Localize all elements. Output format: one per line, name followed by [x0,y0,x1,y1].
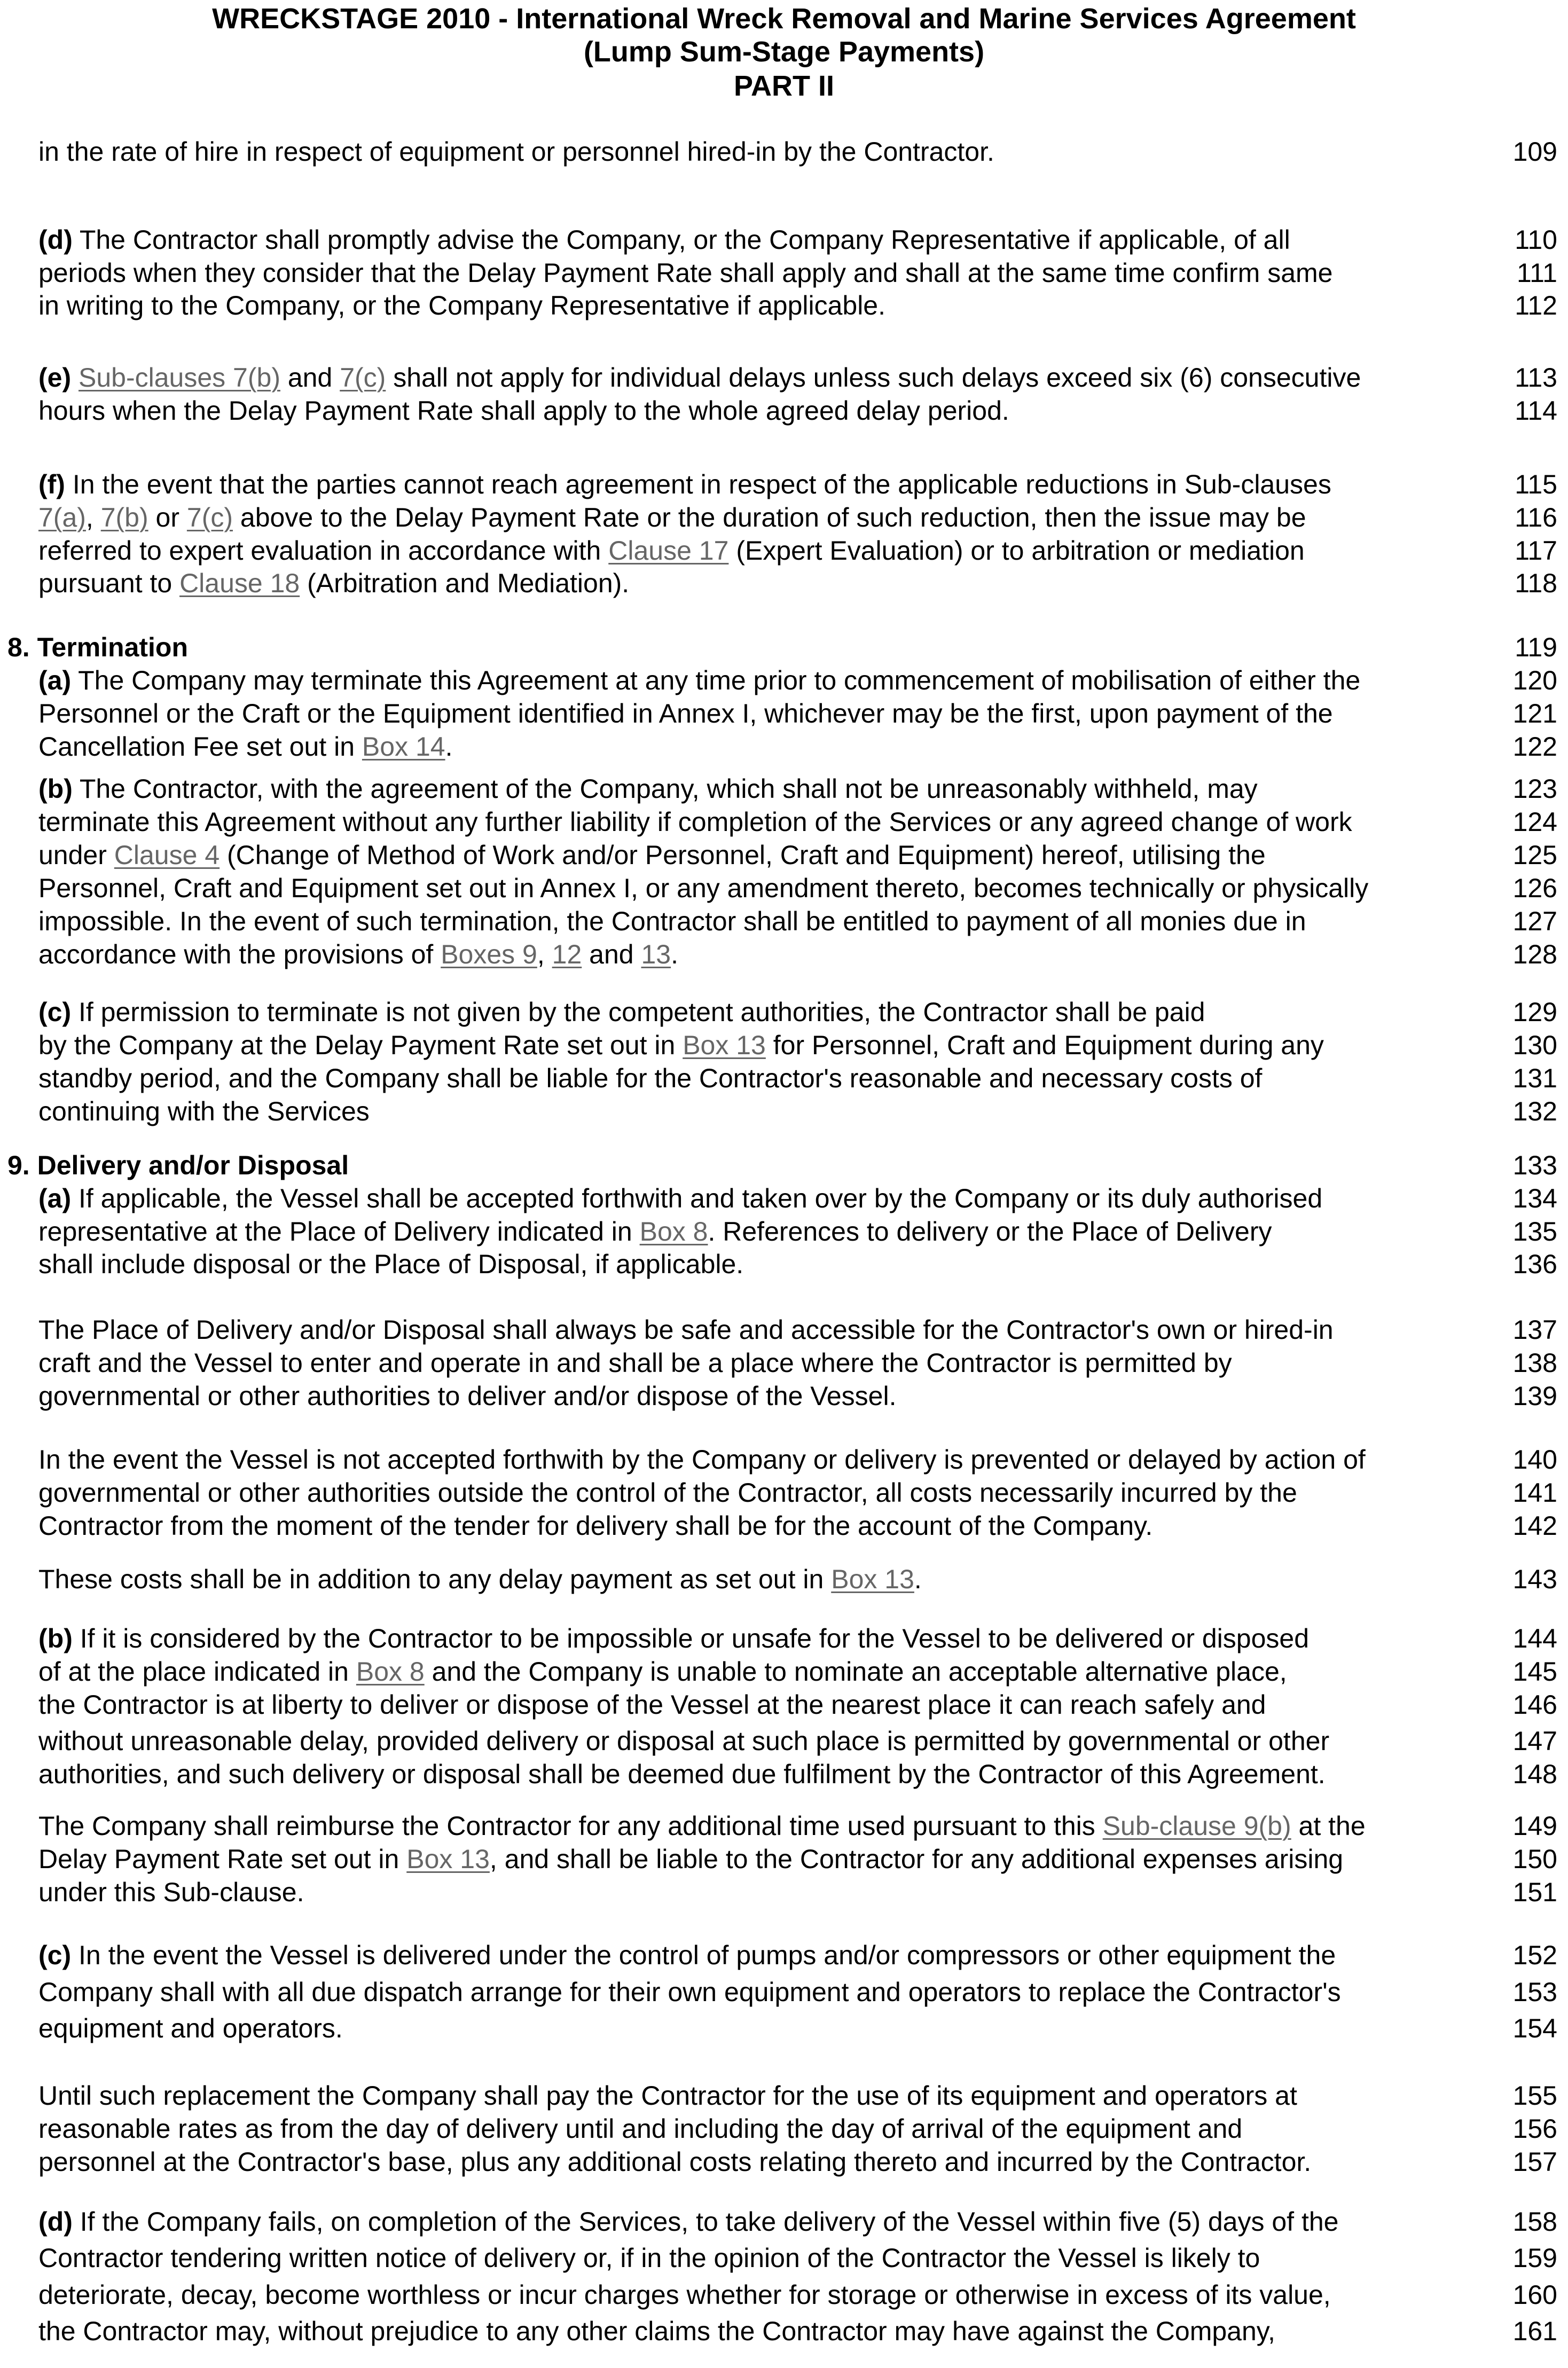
line-number: 111 [1516,258,1557,288]
line-number: 137 [1512,1315,1557,1345]
text-segment: reasonable rates as from the day of delivery until and including the day of arrival of the equipment and [38,2114,1243,2144]
text-line [38,2145,1502,2178]
text-line [38,730,1502,763]
text-segment: governmental or other authorities to deliver and/or dispose of the Vessel. [38,1381,897,1411]
line-number: 113 [1515,363,1557,393]
text-segment: . [445,732,453,762]
line-number: 147 [1512,1726,1557,1756]
cross-reference-link[interactable]: Box 13 [683,1030,766,1060]
document-title: WRECKSTAGE 2010 - International Wreck Removal and Marine Services Agreement [212,3,1356,35]
text-segment: in the rate of hire in respect of equipment or personnel hired-in by the Contractor. [38,137,994,167]
line-number: 158 [1512,2207,1557,2237]
text-line [38,1655,1502,1688]
text-segment: 9. Delivery and/or Disposal [7,1150,349,1180]
text-segment: equipment and operators. [38,2013,343,2043]
text-line [38,2205,1502,2238]
line-number: 161 [1512,2316,1557,2346]
text-line [38,2112,1502,2145]
line-number: 118 [1515,568,1557,598]
line-number: 142 [1512,1511,1557,1541]
text-segment: of at the place indicated in [38,1657,356,1687]
subclause-label: (e) [38,363,72,393]
text-segment: without unreasonable delay, provided delivery or disposal at such place is permitted by governmental or other [38,1726,1330,1756]
subclause-label: (c) [38,1940,72,1970]
text-line [38,2079,1502,2112]
line-number: 144 [1512,1624,1557,1653]
subclause-label: (d) [38,225,73,255]
text-segment: Contractor tendering written notice of delivery or, if in the opinion of the Contractor the Vessel is likely to [38,2243,1260,2273]
text-segment: under this Sub-clause. [38,1877,304,1907]
text-segment: If applicable, the Vessel shall be accepted forthwith and taken over by the Company or its duly authorised [71,1183,1323,1213]
line-number: 150 [1512,1844,1557,1874]
text-line [38,1622,1502,1655]
line-number: 131 [1512,1063,1557,1093]
text-line [38,256,1502,289]
cross-reference-link[interactable]: Boxes 9 [441,939,537,969]
text-segment: The Company may terminate this Agreement at any time prior to commencement of mobilisation of either the [71,665,1361,695]
text-line [38,289,1502,322]
text-line [38,1029,1502,1062]
text-line [38,938,1502,971]
line-number: 136 [1512,1249,1557,1279]
subclause-label: (b) [38,774,73,804]
text-line [38,1476,1502,1509]
text-line [38,501,1502,534]
text-segment: hours when the Delay Payment Rate shall apply to the whole agreed delay period. [38,396,1009,426]
text-segment: the Contractor may, without prejudice to any other claims the Contractor may have against the Company, [38,2316,1275,2346]
line-number: 141 [1512,1478,1557,1508]
subclause-label: (f) [38,469,65,499]
text-line [38,534,1502,567]
line-number: 109 [1512,137,1557,167]
text-segment: . References to delivery or the Place of Delivery [708,1217,1272,1246]
text-line [38,1443,1502,1476]
text-segment: The Company shall reimburse the Contractor for any additional time used pursuant to this [38,1811,1103,1841]
text-segment: accordance with the provisions of [38,939,441,969]
line-number: 159 [1512,2243,1557,2273]
line-number: 132 [1512,1096,1557,1126]
text-line [38,1724,1502,1758]
text-line [38,2241,1502,2275]
line-number: 114 [1515,396,1557,426]
text-line [38,1346,1502,1379]
text-line [38,2278,1502,2311]
line-number: 133 [1512,1150,1557,1180]
text-segment: representative at the Place of Delivery indicated in [38,1217,640,1246]
line-number: 130 [1512,1030,1557,1060]
cross-reference-link[interactable]: 7(b) [100,503,148,532]
cross-reference-link[interactable]: Box 13 [831,1564,914,1594]
text-segment: If it is considered by the Contractor to be impossible or unsafe for the Vessel to be delivered or disposed [72,1624,1310,1653]
text-segment: or [148,503,187,532]
line-number: 119 [1515,632,1557,662]
text-segment [71,363,79,393]
line-number: 155 [1512,2081,1557,2111]
text-segment: shall not apply for individual delays unless such delays exceed six (6) consecutive [386,363,1361,393]
text-segment: personnel at the Contractor's base, plus any additional costs relating thereto and incurred by the Contractor. [38,2147,1312,2177]
text-line [38,1688,1502,1721]
text-line [38,772,1502,805]
text-segment: Personnel, Craft and Equipment set out in Annex I, or any amendment thereto, becomes technically or physically [38,873,1369,903]
text-segment: and the Company is unable to nominate an acceptable alternative place, [424,1657,1287,1687]
text-line [38,1809,1502,1842]
line-number: 135 [1512,1217,1557,1246]
text-line [38,1313,1502,1346]
text-line [38,1563,1502,1596]
text-line [38,995,1502,1029]
text-line [38,361,1502,394]
line-number: 122 [1512,732,1557,762]
line-number: 125 [1512,840,1557,870]
cross-reference-link[interactable]: Box 8 [356,1657,425,1687]
line-number: 146 [1512,1690,1557,1720]
text-segment: In the event that the parties cannot reach agreement in respect of the applicable reductions in Sub-clauses [65,469,1331,499]
text-line [38,1182,1502,1215]
text-segment: If the Company fails, on completion of the Services, to take delivery of the Vessel within five (5) days of the [72,2207,1339,2237]
document-part: PART II [734,70,834,102]
cross-reference-link[interactable]: Clause 4 [114,840,220,870]
section-heading [7,631,1471,664]
text-line [38,1939,1502,1972]
text-segment: If permission to terminate is not given by the competent authorities, the Contractor shall be paid [71,997,1205,1027]
text-segment: Cancellation Fee set out in [38,732,362,762]
text-segment: These costs shall be in addition to any delay payment as set out in [38,1564,832,1594]
section-heading [7,1149,1471,1182]
text-line [38,2315,1502,2348]
cross-reference-link[interactable]: 12 [552,939,582,969]
text-line [38,567,1502,600]
cross-reference-link[interactable]: Box 14 [362,732,445,762]
text-line [38,2012,1502,2045]
line-number: 134 [1512,1183,1557,1213]
text-segment: in writing to the Company, or the Company Representative if applicable. [38,291,886,320]
cross-reference-link[interactable]: 7(c) [340,363,386,393]
text-segment: shall include disposal or the Place of Disposal, if applicable. [38,1249,744,1279]
cross-reference-link[interactable]: Clause 18 [179,568,300,598]
text-segment: In the event the Vessel is delivered under the control of pumps and/or compressors or other equipment the [71,1940,1336,1970]
text-segment: (Expert Evaluation) or to arbitration or mediation [728,536,1305,566]
text-segment: Delay Payment Rate set out in [38,1844,407,1874]
text-segment: terminate this Agreement without any further liability if completion of the Services or any agreed change of work [38,807,1352,837]
line-number: 145 [1512,1657,1557,1687]
text-segment: Company shall with all due dispatch arrange for their own equipment and operators to replace the Contractor's [38,1977,1341,2007]
document-subtitle: (Lump Sum-Stage Payments) [583,36,985,68]
text-segment: Until such replacement the Company shall pay the Contractor for the use of its equipment and operators at [38,2081,1297,2111]
text-line [38,1876,1502,1909]
text-segment: for Personnel, Craft and Equipment during any [765,1030,1324,1060]
text-line [38,872,1502,905]
text-line [38,1248,1502,1281]
text-segment: and [280,363,340,393]
text-segment: and [582,939,641,969]
text-segment: periods when they consider that the Delay Payment Rate shall apply and shall at the same time confirm same [38,258,1333,288]
text-segment: at the [1291,1811,1366,1841]
text-line [38,468,1502,501]
text-line [38,905,1502,938]
text-segment: referred to expert evaluation in accordance with [38,536,609,566]
text-segment: The Place of Delivery and/or Disposal shall always be safe and accessible for the Contractor's own or hired-in [38,1315,1334,1345]
cross-reference-link[interactable]: Clause 17 [608,536,729,566]
text-segment: The Contractor shall promptly advise the Company, or the Company Representative if applicable, of all [72,225,1290,255]
text-line [38,1842,1502,1876]
text-segment: , [85,503,101,532]
line-number: 110 [1515,225,1557,255]
subclause-label: (c) [38,997,72,1027]
text-segment: deteriorate, decay, become worthless or incur charges whether for storage or otherwise in excess of its value, [38,2280,1331,2310]
text-segment: (Arbitration and Mediation). [300,568,630,598]
line-number: 156 [1512,2114,1557,2144]
cross-reference-link[interactable]: 7(c) [186,503,233,532]
line-number: 139 [1512,1381,1557,1411]
text-segment: In the event the Vessel is not accepted forthwith by the Company or delivery is prevented or delayed by action of [38,1445,1366,1475]
text-segment: the Contractor is at liberty to deliver or dispose of the Vessel at the nearest place it can reach safely and [38,1690,1266,1720]
text-segment: (Change of Method of Work and/or Personnel, Craft and Equipment) hereof, utilising the [219,840,1266,870]
line-number: 160 [1512,2280,1557,2310]
text-line [38,1379,1502,1413]
text-segment: governmental or other authorities outside the control of the Contractor, all costs necessarily incurred by the [38,1478,1297,1508]
cross-reference-link[interactable]: 13 [641,939,671,969]
text-segment: pursuant to [38,568,180,598]
text-line [38,664,1502,697]
line-number: 143 [1512,1564,1557,1594]
subclause-label: (d) [38,2207,73,2237]
text-segment: impossible. In the event of such termination, the Contractor shall be entitled to payment of all monies due in [38,906,1306,936]
line-number: 121 [1512,699,1557,728]
line-number: 149 [1512,1811,1557,1841]
text-segment: The Contractor, with the agreement of the Company, which shall not be unreasonably withheld, may [72,774,1258,804]
text-line [38,1509,1502,1542]
line-number: 123 [1512,774,1557,804]
line-number: 140 [1512,1445,1557,1475]
text-line [38,135,1502,168]
line-number: 151 [1512,1877,1557,1907]
text-line [38,1975,1502,2009]
text-segment: , and shall be liable to the Contractor for any additional expenses arising [489,1844,1344,1874]
text-segment: craft and the Vessel to enter and operate in and shall be a place where the Contractor is permitted by [38,1348,1232,1378]
text-segment: authorities, and such delivery or disposal shall be deemed due fulfilment by the Contractor of this Agreement. [38,1759,1326,1789]
text-line [38,838,1502,872]
line-number: 128 [1512,939,1557,969]
text-line [38,223,1502,256]
text-segment: above to the Delay Payment Rate or the duration of such reduction, then the issue may be [233,503,1306,532]
cross-reference-link[interactable]: Box 8 [639,1217,708,1246]
text-segment: . [914,1564,922,1594]
text-segment: 8. Termination [7,632,189,662]
text-segment: by the Company at the Delay Payment Rate set out in [38,1030,683,1060]
text-line [38,1758,1502,1791]
text-segment: , [537,939,552,969]
text-segment: Contractor from the moment of the tender for delivery shall be for the account of the Company. [38,1511,1153,1541]
line-number: 148 [1512,1759,1557,1789]
cross-reference-link[interactable]: Sub-clause 9(b) [1102,1811,1291,1841]
text-line [38,1095,1502,1128]
text-segment: . [671,939,679,969]
cross-reference-link[interactable]: Box 13 [406,1844,490,1874]
line-number: 115 [1515,469,1557,499]
subclause-label: (a) [38,1183,72,1213]
line-number: 126 [1512,873,1557,903]
text-segment: standby period, and the Company shall be liable for the Contractor's reasonable and necessary costs of [38,1063,1263,1093]
text-line [38,394,1502,427]
line-number: 127 [1512,906,1557,936]
text-line [38,1062,1502,1095]
line-number: 120 [1512,665,1557,695]
line-number: 116 [1515,503,1557,532]
subclause-label: (b) [38,1624,73,1653]
line-number: 152 [1512,1940,1557,1970]
subclause-label: (a) [38,665,72,695]
line-number: 124 [1512,807,1557,837]
line-number: 153 [1512,1977,1557,2007]
text-line [38,1215,1502,1248]
line-number: 157 [1512,2147,1557,2177]
line-number: 138 [1512,1348,1557,1378]
text-line [38,805,1502,838]
cross-reference-link[interactable]: 7(a) [38,503,86,532]
text-segment: under [38,840,114,870]
text-segment: Personnel or the Craft or the Equipment identified in Annex I, whichever may be the first, upon payment of the [38,699,1333,728]
line-number: 117 [1515,536,1557,566]
cross-reference-link[interactable]: Sub-clauses 7(b) [79,363,280,393]
text-line [38,697,1502,730]
line-number: 154 [1512,2013,1557,2043]
line-number: 112 [1515,291,1557,320]
text-segment: continuing with the Services [38,1096,370,1126]
line-number: 129 [1512,997,1557,1027]
